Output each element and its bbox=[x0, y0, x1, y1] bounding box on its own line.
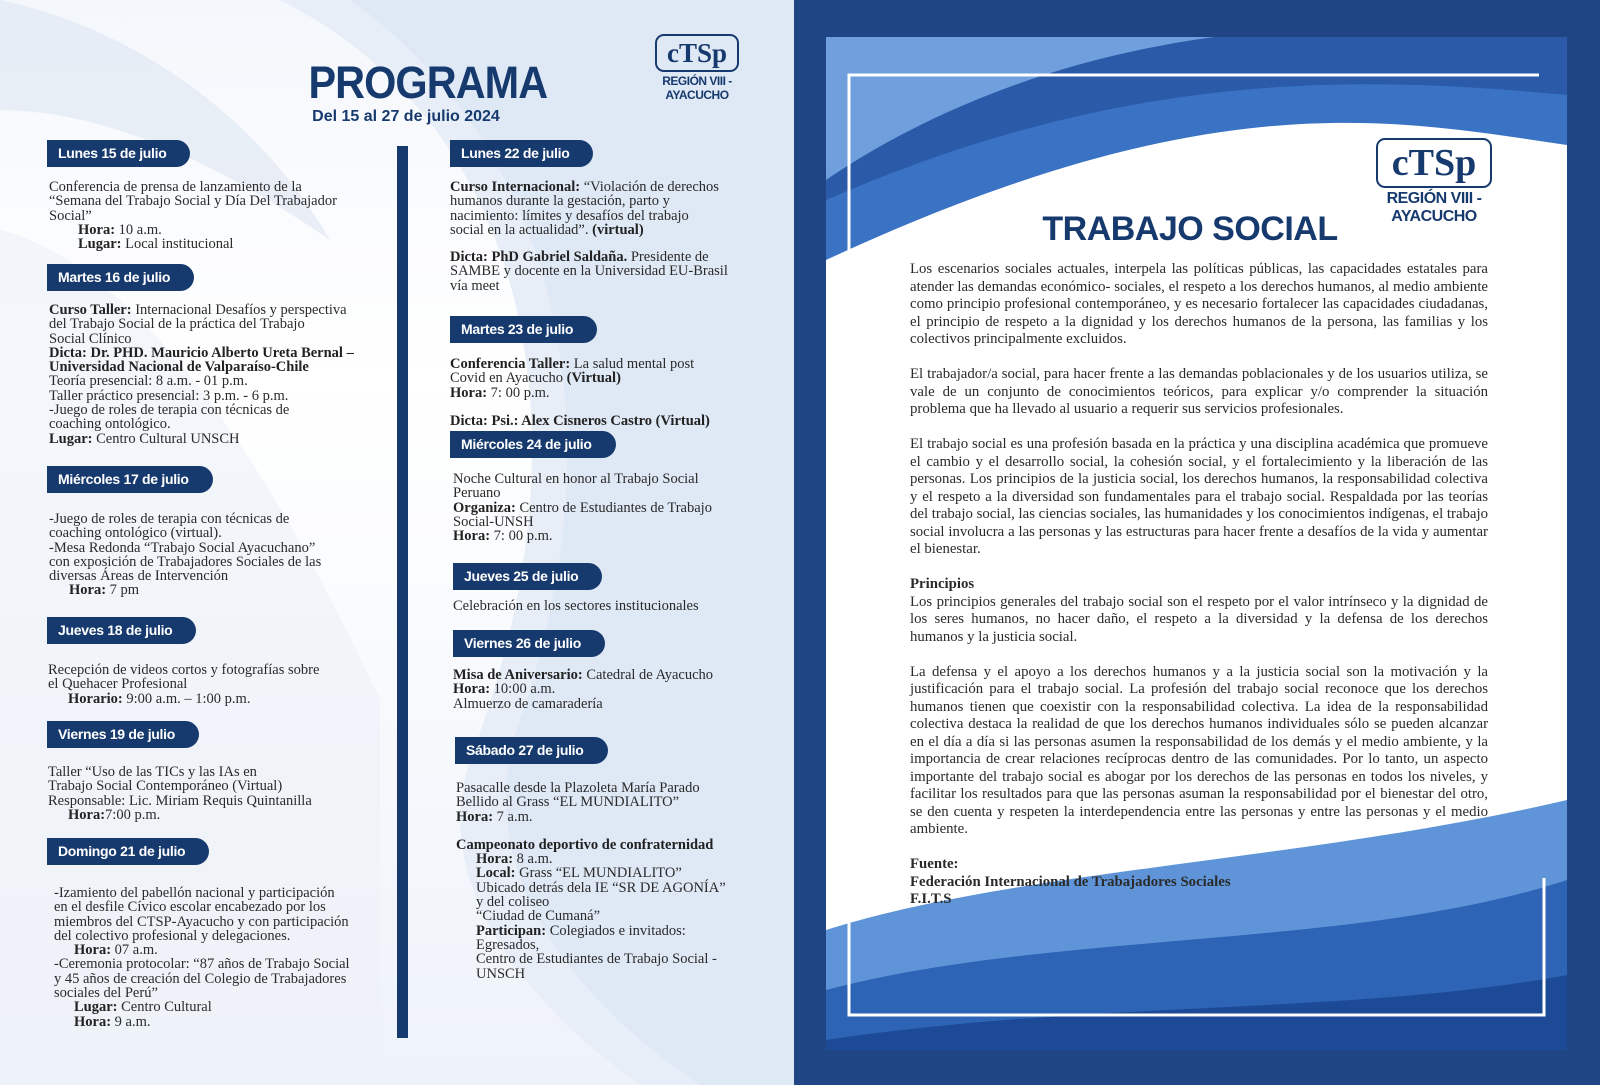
day-block-25: Celebración en los sectores institucionales bbox=[453, 598, 699, 614]
day-block-17: -Juego de roles de terapia con técnicas de coaching ontológico (virtual). -Mesa Redonda “Trabajo Social Ayacuchano” con exposición de Trabajadores Sociales de las diversas Áreas de Intervención Hora: 7 pm bbox=[49, 511, 322, 599]
logo-region: REGIÓN VIII - AYACUCHO bbox=[1386, 190, 1482, 225]
source-heading: Fuente: bbox=[910, 856, 959, 872]
day-block-21: -Izamiento del pabellón nacional y participación en el desfile Cívico escolar encabezado por los miembros del CTSP-Ayacucho y con participación del colectivo profesional y delegaciones. Hora: 07 a.m. -Ceremonia protocolar: “87 años de Trabajo Social y 45 años de creación del Colegio de Trabajadores sociales del Perú” Lugar: Centro Cultural Hora: 9 a.m. bbox=[54, 885, 350, 1030]
principios-heading: Principios bbox=[910, 576, 975, 592]
day-tag-23: Martes 23 de julio bbox=[450, 316, 597, 343]
day-tag-24: Miércoles 24 de julio bbox=[450, 431, 616, 458]
day-block-15: Conferencia de prensa de lanzamiento de la “Semana del Trabajo Social y Día Del Trabajador Social” Hora: 10 a.m. Lugar: Local institucional bbox=[49, 179, 337, 253]
essay-paragraph: El trabajador/a social, para hacer frente a las demandas poblacionales y de los usuarios utiliza, se vale de un conjunto de conocimientos teóricos, para explicar y/o comprender la situación problema que ha llevado al usuario a requerir sus servicios profesionales. bbox=[910, 366, 1488, 417]
essay-paragraph: El trabajo social es una profesión basada en la práctica y una disciplina académica que promueve el cambio y el desarrollo social, la cohesión social, y el fortalecimiento y la liberación de las personas. Los principios de la justicia social, los derechos humanos, la responsabilidad colectiva y el respeto a la diversidad son fundamentales para el trabajo social. Respaldada por las teorías del trabajo social, las ciencias sociales, las humanidades y los conocimientos indígenas, el trabajo social involucra a las personas y las estructuras para hacer frente a desafíos de la vida y aumentar el bienestar. bbox=[910, 436, 1488, 557]
essay-paragraph: Los principios generales del trabajo social son el respeto por el valor intrínseco y la dignidad de los seres humanos, no hacer daño, el respeto a la diversidad y la defensa de los derechos humanos y la justicia social. bbox=[910, 593, 1488, 645]
day-tag-25: Jueves 25 de julio bbox=[453, 563, 602, 590]
day-tag-27: Sábado 27 de julio bbox=[455, 737, 608, 764]
day-tag-17: Miércoles 17 de julio bbox=[47, 466, 213, 493]
program-subtitle: Del 15 al 27 de julio 2024 bbox=[312, 108, 500, 125]
essay-body bbox=[910, 261, 1488, 909]
day-block-22: Curso Internacional: “Violación de derechos humanos durante la gestación, parto y nacimiento: límites y desafíos del trabajo social en la actualidad”. (virtual) Dicta: PhD Gabriel Saldaña. Presidente de SAMBE y docente en la Universidad EU-Brasil vía meet bbox=[450, 179, 728, 294]
day-tag-18: Jueves 18 de julio bbox=[47, 617, 196, 644]
day-tag-19: Viernes 19 de julio bbox=[47, 721, 199, 748]
column-divider bbox=[397, 146, 408, 1038]
day-block-24: Noche Cultural en honor al Trabajo Social Peruano Organiza: Centro de Estudiantes de Trabajo Social-UNSH Hora: 7: 00 p.m. bbox=[453, 471, 712, 545]
day-block-26: Misa de Aniversario: Catedral de Ayacucho Hora: 10:00 a.m. Almuerzo de camaradería bbox=[453, 667, 714, 712]
day-tag-22: Lunes 22 de julio bbox=[450, 140, 593, 167]
logo-right bbox=[1344, 138, 1524, 226]
logo-mark: cTSp bbox=[655, 34, 739, 72]
day-tag-16: Martes 16 de julio bbox=[47, 264, 194, 291]
day-block-18: Recepción de videos cortos y fotografías sobre el Quehacer Profesional Horario: 9:00 a.m. – 1:00 p.m. bbox=[48, 662, 320, 707]
logo bbox=[634, 34, 760, 102]
logo-region: REGIÓN VIII - AYACUCHO bbox=[662, 74, 732, 102]
source-line: Federación Internacional de Trabajadores Sociales bbox=[910, 873, 1231, 890]
day-tag-15: Lunes 15 de julio bbox=[47, 140, 190, 167]
day-block-23: Conferencia Taller: La salud mental post Covid en Ayacucho (Virtual) Hora: 7: 00 p.m. Dicta: Psi.: Alex Cisneros Castro (Virtual) bbox=[450, 356, 710, 429]
program-panel bbox=[0, 0, 794, 1085]
day-tag-21: Domingo 21 de julio bbox=[47, 838, 209, 865]
logo-mark: cTSp bbox=[1376, 138, 1492, 188]
program-title: PROGRAMA bbox=[308, 57, 548, 108]
essay-title: TRABAJO SOCIAL bbox=[1042, 210, 1338, 248]
day-block-27: Pasacalle desde la Plazoleta María Parado Bellido al Grass “EL MUNDIALITO” Hora: 7 a.m. Campeonato deportivo de confraternidad Hora: 8 a.m. Local: Grass “EL MUNDIALITO” Ubicado detrás dela IE “SR DE AGONÍA” y del coliseo “Ciudad de Cumaná” Participan: Colegiados e invitados: Egresados, Centro de Estudiantes de Trabajo Social - UNSCH bbox=[456, 780, 726, 982]
source-line: F.I.T.S bbox=[910, 891, 952, 907]
essay-paragraph: Los escenarios sociales actuales, interpela las políticas públicas, las capacidades estatales para atender las demandas económico- sociales, el respeto a los derechos humanos, al medio ambiente como principio profesional contemporáneo, y es necesario fortalecer las capacidades ciudadanas, el principio de respeto a la dignidad y los derechos humanos de la persona, las familias y los colectivos principalmente excluidos. bbox=[910, 261, 1488, 347]
day-block-16: Curso Taller: Internacional Desafíos y perspectiva del Trabajo Social de la práctica del Trabajo Social Clínico Dicta: Dr. PHD. Mauricio Alberto Ureta Bernal – Universidad Nacional de Valparaíso-Chile Teoría presencial: 8 a.m. - 01 p.m. Taller práctico presencial: 3 p.m. - 6 p.m. -Juego de roles de terapia con técnicas de coaching ontológico. Lugar: Centro Cultural UNSCH bbox=[49, 302, 354, 447]
day-tag-26: Viernes 26 de julio bbox=[453, 630, 605, 657]
day-block-19: Taller “Uso de las TICs y las IAs en Trabajo Social Contemporáneo (Virtual) Responsable: Lic. Miriam Requis Quintanilla Hora:7:00 p.m. bbox=[48, 764, 312, 823]
essay-paragraph: La defensa y el apoyo a los derechos humanos y a la justicia social son la motivación y la justificación para el trabajo social. La profesión del trabajo social reconoce que los derechos humanos tienen que coexistir con la responsabilidad colectiva. La idea de la responsabilidad colectiva destaca la realidad de que los derechos humanos individuales sólo se pueden alcanzar en el día a día si las personas asumen la responsabilidad de los demás y el medio ambiente, y la importancia de crear relaciones recíprocas dentro de las comunidades. Por lo tanto, un aspecto importante del trabajo social es abogar por los derechos de las personas en todos los niveles, y facilitar los resultados para que las personas asuman la responsabilidad por el bienestar del otro, se den cuenta y respeten la interdependencia entre las personas y entre las personas y el medio ambiente. bbox=[910, 663, 1488, 837]
program-header bbox=[300, 57, 548, 126]
